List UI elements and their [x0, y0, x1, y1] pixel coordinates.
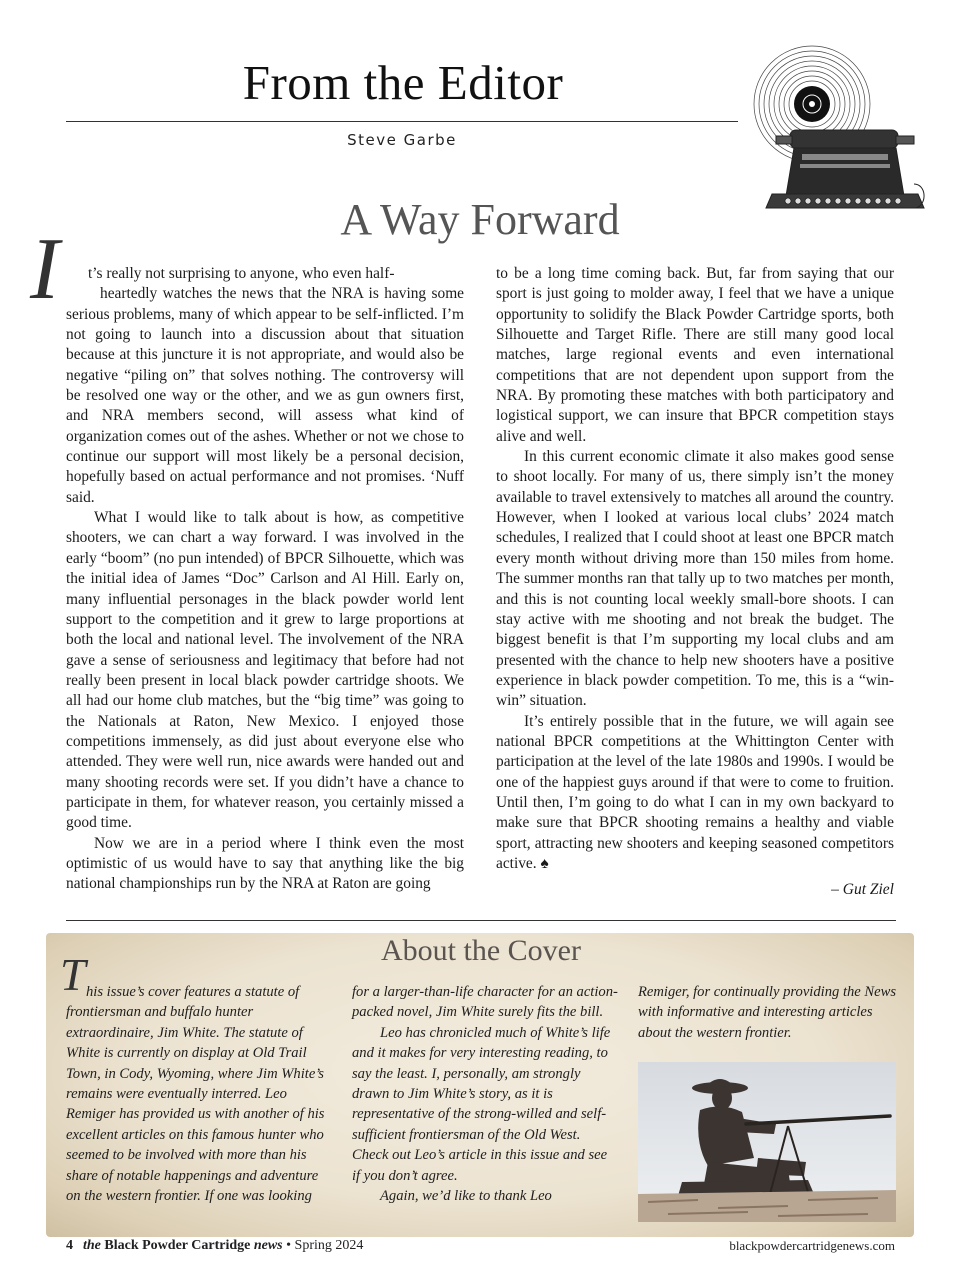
drop-cap: I	[30, 221, 60, 318]
signoff: – Gut Ziel	[831, 881, 894, 898]
cover-drop-cap: T	[60, 949, 86, 1000]
cover-paragraph: Leo has chronicled much of White’s life and it makes for very interesting reading, to say the least. I, personally, am strongly drawn to Jim White’s story, as it is representative of the strong-willed and self-sufficient frontiersman of the Old West. Check out Leo’s article in this issue and see if you don’t agree.	[352, 1024, 611, 1184]
cover-column-1	[66, 982, 328, 1206]
article-paragraph	[496, 712, 894, 875]
article-first-line: t’s really not surprising to anyone, who even half-	[88, 265, 395, 282]
byline: Steve Garbe	[347, 131, 457, 149]
article-title: A Way Forward	[340, 195, 620, 244]
article-paragraph-text: It’s entirely possible that in the future, we will again see national BPCR competitions at the Whittington Center with participation at the level of the late 1980s and 1990s. I would be one of the happiest guys around if that were to come to fruition. Until then, I’m going to do what I can in my own backyard to make sure that BPCR shooting remains a healthy and viable sport, attracting new shooters and keeping seasoned competitors active.	[496, 712, 894, 872]
cover-heading: About the Cover	[381, 934, 581, 967]
typewriter-target-logo	[746, 44, 930, 216]
publication-prefix: the	[83, 1238, 101, 1253]
footer-website: blackpowdercartridgenews.com	[729, 1238, 895, 1253]
cover-paragraph-text: his issue’s cover features a statute of frontiersman and buffalo hunter extraordinaire, Jim White. The statute of White is currently on display at Old Trail Town, in Cody, Wyoming, where Jim White’s remains were eventually interred. Leo Remiger has provided us with another of his excellent articles on this famous hunter who seemed to be involved with more than his share of notable happenings and adventure on the western frontier. If one was looking	[66, 984, 325, 1205]
issue-date: • Spring 2024	[286, 1238, 364, 1253]
cover-paragraph: Again, we’d like to thank Leo	[380, 1188, 552, 1205]
cover-paragraph	[66, 982, 328, 1206]
cover-column-3	[638, 982, 900, 1043]
cover-paragraph: for a larger-than-life character for an action-packed novel, Jim White surely fits the bill.	[352, 984, 618, 1021]
article-paragraph: What I would like to talk about is how, as competitive shooters, we can chart a way forward. I was involved in the early “boom” (no pun intended) of BPCR Silhouette, which was the initial idea of James “Doc” Carlson and Al Hill. Early on, many influential personages in the black powder world lent support to the competition and it grew to large proportions at both the local and national level. The involvement of the NRA gave a sense of seriousness and legitimacy that before had not really been present in local black powder cartridge shoots. We all had our home club matches, but the “big time” was going to the Nationals at Raton, New Mexico. I enjoyed those competitions immensely, as did just about everyone else who attended. They were well run, nice awards were handed out and many shooting records were set. If you didn’t have a chance to participate in them, for whatever reason, you certainly missed a good time.	[66, 509, 464, 832]
cover-column-2	[352, 982, 618, 1206]
cover-paragraph: Remiger, for continually providing the News with informative and interesting articles about the western frontier.	[638, 984, 897, 1041]
publication-name: Black Powder Cartridge	[104, 1238, 251, 1253]
article-column-left	[66, 264, 464, 895]
article-paragraph: In this current economic climate it also makes good sense to shoot locally. For many of us, there simply isn’t the money available to travel extensively to matches all around the country. However, when I looked at various local clubs’ 2024 match schedules, I realized that I could shoot at least one BPCR match every month without driving more than 150 miles from home. The summer months ran that tally up to two matches per month, and this is not counting local weekly small-bore shoots. I can stay active with me shooting and not break the budget. The biggest benefit is that I’m supporting my local clubs and am presented with the chance to help new shooters have a positive experience in black powder competition. To me, this is a “win-win” situation.	[496, 448, 894, 710]
article-column-right	[496, 264, 894, 874]
stone-base-icon	[638, 1190, 896, 1222]
article-paragraph: to be a long time coming back. But, far from saying that our sport is just going to molder away, I feel that we have a unique opportunity to solidify the Black Powder Cartridge sports, both Silhouette and Target Rifle. There are still many good local matches, large regional events and even international competitions that are not dependent upon support from the NRA. By promoting these matches with both participatory and logistical support, we can insure that BPCR competition stays alive and well.	[496, 265, 894, 445]
article-paragraph: Now we are in a period where I think even the most optimistic of us would have to say that anything like the big national championships run by the NRA at Raton are going	[66, 834, 464, 893]
statue-photo	[638, 1062, 896, 1222]
footer-publication	[66, 1238, 363, 1254]
page-number: 4	[66, 1238, 73, 1253]
section-divider	[66, 920, 896, 921]
publication-suffix: news	[253, 1238, 283, 1253]
masthead-divider	[66, 121, 738, 122]
article-paragraph-rest: heartedly watches the news that the NRA is having some serious problems, many of which appear to be self-inflicted. I’m not going to launch into a discussion about that situation because at this juncture it is not appropriate, and would also be negative “piling on” that solves nothing. The controversy will be resolved one way or the other, and we as gun owners first, and NRA members second, will assess what kind of organization comes out of the ashes. Whether or not we chose to continue our support will most likely be a personal decision, hopefully based on actual performance and not promises. ‘Nuff said.	[66, 285, 464, 506]
spade-end-mark-icon: ♠	[540, 854, 549, 872]
article-paragraph	[66, 264, 464, 508]
section-title: From the Editor	[242, 55, 564, 110]
